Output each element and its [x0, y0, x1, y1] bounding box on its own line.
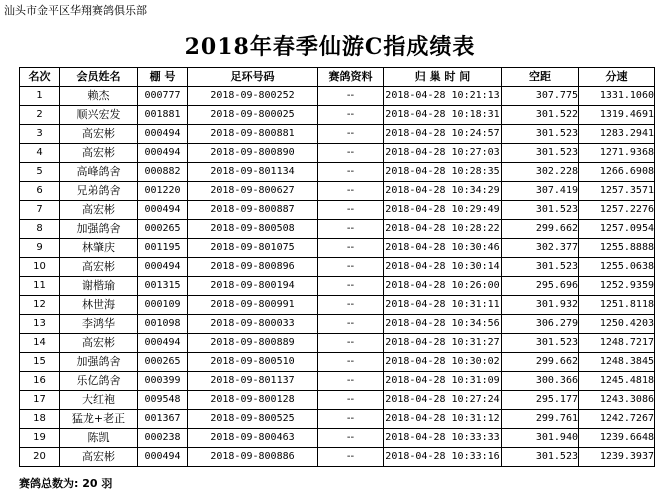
- rank-cell: 15: [20, 353, 60, 372]
- pigeon-info-cell: --: [318, 163, 384, 182]
- distance-cell: 299.761: [502, 410, 579, 429]
- ring-number-cell: 2018-09-800033: [188, 315, 318, 334]
- speed-cell: 1283.2941: [579, 125, 655, 144]
- member-name-cell: 李鸿华: [60, 315, 138, 334]
- table-row: [20, 87, 655, 106]
- arrival-time-cell: 2018-04-28 10:27:24: [384, 391, 502, 410]
- speed-cell: 1252.9359: [579, 277, 655, 296]
- distance-cell: 301.522: [502, 106, 579, 125]
- speed-cell: 1239.3937: [579, 448, 655, 467]
- loft-number-cell: 000882: [138, 163, 188, 182]
- speed-cell: 1319.4691: [579, 106, 655, 125]
- ring-number-cell: 2018-09-800510: [188, 353, 318, 372]
- pigeon-info-cell: --: [318, 353, 384, 372]
- loft-number-cell: 000494: [138, 125, 188, 144]
- rank-cell: 11: [20, 277, 60, 296]
- member-name-cell: 兄弟鸽舍: [60, 182, 138, 201]
- loft-number-cell: 000494: [138, 144, 188, 163]
- speed-cell: 1255.0638: [579, 258, 655, 277]
- rank-cell: 17: [20, 391, 60, 410]
- pigeon-info-cell: --: [318, 201, 384, 220]
- table-body: [20, 87, 655, 467]
- loft-number-cell: 000494: [138, 258, 188, 277]
- arrival-time-cell: 2018-04-28 10:24:57: [384, 125, 502, 144]
- distance-cell: 307.419: [502, 182, 579, 201]
- rank-cell: 14: [20, 334, 60, 353]
- ring-number-cell: 2018-09-800991: [188, 296, 318, 315]
- loft-number-cell: 001220: [138, 182, 188, 201]
- column-header: 棚 号: [138, 68, 188, 87]
- loft-number-cell: 000494: [138, 448, 188, 467]
- table-row: [20, 220, 655, 239]
- member-name-cell: 乐亿鸽舍: [60, 372, 138, 391]
- distance-cell: 301.523: [502, 125, 579, 144]
- rank-cell: 2: [20, 106, 60, 125]
- pigeon-info-cell: --: [318, 410, 384, 429]
- column-header: 会员姓名: [60, 68, 138, 87]
- arrival-time-cell: 2018-04-28 10:31:12: [384, 410, 502, 429]
- speed-cell: 1248.3845: [579, 353, 655, 372]
- total-count: 赛鸽总数为: 20 羽: [19, 477, 113, 490]
- member-name-cell: 赖杰: [60, 87, 138, 106]
- loft-number-cell: 000109: [138, 296, 188, 315]
- speed-cell: 1239.6648: [579, 429, 655, 448]
- column-header: 归 巢 时 间: [384, 68, 502, 87]
- ring-number-cell: 2018-09-801134: [188, 163, 318, 182]
- speed-cell: 1255.8888: [579, 239, 655, 258]
- member-name-cell: 猛龙+老正: [60, 410, 138, 429]
- table-row: [20, 448, 655, 467]
- arrival-time-cell: 2018-04-28 10:34:56: [384, 315, 502, 334]
- table-row: [20, 182, 655, 201]
- distance-cell: 301.523: [502, 144, 579, 163]
- member-name-cell: 高宏彬: [60, 334, 138, 353]
- arrival-time-cell: 2018-04-28 10:26:00: [384, 277, 502, 296]
- speed-cell: 1251.8118: [579, 296, 655, 315]
- ring-number-cell: 2018-09-800508: [188, 220, 318, 239]
- loft-number-cell: 000238: [138, 429, 188, 448]
- member-name-cell: 高峰鸽舍: [60, 163, 138, 182]
- table-row: [20, 429, 655, 448]
- column-header: 赛鸽资料: [318, 68, 384, 87]
- distance-cell: 301.523: [502, 258, 579, 277]
- loft-number-cell: 000265: [138, 220, 188, 239]
- distance-cell: 306.279: [502, 315, 579, 334]
- arrival-time-cell: 2018-04-28 10:31:27: [384, 334, 502, 353]
- member-name-cell: 林世海: [60, 296, 138, 315]
- pigeon-info-cell: --: [318, 144, 384, 163]
- distance-cell: 295.696: [502, 277, 579, 296]
- ring-number-cell: 2018-09-800890: [188, 144, 318, 163]
- arrival-time-cell: 2018-04-28 10:33:16: [384, 448, 502, 467]
- column-header: 足环号码: [188, 68, 318, 87]
- arrival-time-cell: 2018-04-28 10:34:29: [384, 182, 502, 201]
- member-name-cell: 高宏彬: [60, 125, 138, 144]
- speed-cell: 1248.7217: [579, 334, 655, 353]
- table-header-row: [20, 68, 655, 87]
- rank-cell: 6: [20, 182, 60, 201]
- results-table: [19, 67, 655, 467]
- pigeon-info-cell: --: [318, 334, 384, 353]
- table-row: [20, 106, 655, 125]
- arrival-time-cell: 2018-04-28 10:31:11: [384, 296, 502, 315]
- distance-cell: 299.662: [502, 220, 579, 239]
- pigeon-info-cell: --: [318, 296, 384, 315]
- speed-cell: 1266.6908: [579, 163, 655, 182]
- rank-cell: 7: [20, 201, 60, 220]
- table-row: [20, 334, 655, 353]
- arrival-time-cell: 2018-04-28 10:28:22: [384, 220, 502, 239]
- arrival-time-cell: 2018-04-28 10:21:13: [384, 87, 502, 106]
- distance-cell: 301.932: [502, 296, 579, 315]
- column-header: 空距: [502, 68, 579, 87]
- pigeon-info-cell: --: [318, 391, 384, 410]
- distance-cell: 295.177: [502, 391, 579, 410]
- loft-number-cell: 000399: [138, 372, 188, 391]
- arrival-time-cell: 2018-04-28 10:33:33: [384, 429, 502, 448]
- rank-cell: 16: [20, 372, 60, 391]
- pigeon-info-cell: --: [318, 277, 384, 296]
- ring-number-cell: 2018-09-800252: [188, 87, 318, 106]
- ring-number-cell: 2018-09-800887: [188, 201, 318, 220]
- loft-number-cell: 001098: [138, 315, 188, 334]
- ring-number-cell: 2018-09-800025: [188, 106, 318, 125]
- loft-number-cell: 001195: [138, 239, 188, 258]
- arrival-time-cell: 2018-04-28 10:30:02: [384, 353, 502, 372]
- table-row: [20, 239, 655, 258]
- pigeon-info-cell: --: [318, 429, 384, 448]
- ring-number-cell: 2018-09-800896: [188, 258, 318, 277]
- arrival-time-cell: 2018-04-28 10:31:09: [384, 372, 502, 391]
- rank-cell: 12: [20, 296, 60, 315]
- ring-number-cell: 2018-09-800881: [188, 125, 318, 144]
- ring-number-cell: 2018-09-800889: [188, 334, 318, 353]
- loft-number-cell: 001315: [138, 277, 188, 296]
- pigeon-info-cell: --: [318, 448, 384, 467]
- distance-cell: 301.523: [502, 334, 579, 353]
- rank-cell: 8: [20, 220, 60, 239]
- table-row: [20, 372, 655, 391]
- rank-cell: 13: [20, 315, 60, 334]
- member-name-cell: 陈凯: [60, 429, 138, 448]
- member-name-cell: 加强鸽舍: [60, 353, 138, 372]
- rank-cell: 4: [20, 144, 60, 163]
- table-row: [20, 296, 655, 315]
- member-name-cell: 高宏彬: [60, 201, 138, 220]
- table-row: [20, 163, 655, 182]
- rank-cell: 10: [20, 258, 60, 277]
- rank-cell: 20: [20, 448, 60, 467]
- loft-number-cell: 009548: [138, 391, 188, 410]
- loft-number-cell: 001881: [138, 106, 188, 125]
- pigeon-info-cell: --: [318, 258, 384, 277]
- table-row: [20, 258, 655, 277]
- member-name-cell: 高宏彬: [60, 258, 138, 277]
- pigeon-info-cell: --: [318, 220, 384, 239]
- ring-number-cell: 2018-09-800627: [188, 182, 318, 201]
- table-row: [20, 353, 655, 372]
- pigeon-info-cell: --: [318, 239, 384, 258]
- rank-cell: 3: [20, 125, 60, 144]
- table-row: [20, 201, 655, 220]
- rank-cell: 18: [20, 410, 60, 429]
- column-header: 分速: [579, 68, 655, 87]
- ring-number-cell: 2018-09-800463: [188, 429, 318, 448]
- table-row: [20, 410, 655, 429]
- pigeon-info-cell: --: [318, 182, 384, 201]
- pigeon-info-cell: --: [318, 87, 384, 106]
- rank-cell: 9: [20, 239, 60, 258]
- speed-cell: 1257.3571: [579, 182, 655, 201]
- speed-cell: 1331.1060: [579, 87, 655, 106]
- distance-cell: 307.775: [502, 87, 579, 106]
- arrival-time-cell: 2018-04-28 10:30:14: [384, 258, 502, 277]
- speed-cell: 1243.3086: [579, 391, 655, 410]
- table-row: [20, 315, 655, 334]
- pigeon-info-cell: --: [318, 125, 384, 144]
- ring-number-cell: 2018-09-800128: [188, 391, 318, 410]
- distance-cell: 301.940: [502, 429, 579, 448]
- ring-number-cell: 2018-09-800525: [188, 410, 318, 429]
- member-name-cell: 大红袍: [60, 391, 138, 410]
- loft-number-cell: 001367: [138, 410, 188, 429]
- member-name-cell: 加强鸽舍: [60, 220, 138, 239]
- club-name: 汕头市金平区华翔赛鸽俱乐部: [4, 4, 147, 17]
- distance-cell: 299.662: [502, 353, 579, 372]
- arrival-time-cell: 2018-04-28 10:30:46: [384, 239, 502, 258]
- distance-cell: 300.366: [502, 372, 579, 391]
- ring-number-cell: 2018-09-801137: [188, 372, 318, 391]
- loft-number-cell: 000265: [138, 353, 188, 372]
- member-name-cell: 林肇庆: [60, 239, 138, 258]
- speed-cell: 1271.9368: [579, 144, 655, 163]
- distance-cell: 302.228: [502, 163, 579, 182]
- table-row: [20, 144, 655, 163]
- table-row: [20, 277, 655, 296]
- ring-number-cell: 2018-09-801075: [188, 239, 318, 258]
- speed-cell: 1242.7267: [579, 410, 655, 429]
- arrival-time-cell: 2018-04-28 10:18:31: [384, 106, 502, 125]
- speed-cell: 1257.0954: [579, 220, 655, 239]
- member-name-cell: 高宏彬: [60, 144, 138, 163]
- arrival-time-cell: 2018-04-28 10:29:49: [384, 201, 502, 220]
- speed-cell: 1257.2276: [579, 201, 655, 220]
- report-title: 2018年春季仙游C指成绩表: [184, 34, 476, 60]
- member-name-cell: 谢楷瑜: [60, 277, 138, 296]
- speed-cell: 1250.4203: [579, 315, 655, 334]
- member-name-cell: 高宏彬: [60, 448, 138, 467]
- ring-number-cell: 2018-09-800194: [188, 277, 318, 296]
- distance-cell: 301.523: [502, 201, 579, 220]
- rank-cell: 1: [20, 87, 60, 106]
- member-name-cell: 顺兴宏发: [60, 106, 138, 125]
- loft-number-cell: 000777: [138, 87, 188, 106]
- rank-cell: 19: [20, 429, 60, 448]
- speed-cell: 1245.4818: [579, 372, 655, 391]
- ring-number-cell: 2018-09-800886: [188, 448, 318, 467]
- table-row: [20, 391, 655, 410]
- arrival-time-cell: 2018-04-28 10:27:03: [384, 144, 502, 163]
- pigeon-info-cell: --: [318, 372, 384, 391]
- rank-cell: 5: [20, 163, 60, 182]
- pigeon-info-cell: --: [318, 106, 384, 125]
- loft-number-cell: 000494: [138, 334, 188, 353]
- pigeon-info-cell: --: [318, 315, 384, 334]
- table-row: [20, 125, 655, 144]
- arrival-time-cell: 2018-04-28 10:28:35: [384, 163, 502, 182]
- distance-cell: 301.523: [502, 448, 579, 467]
- column-header: 名次: [20, 68, 60, 87]
- loft-number-cell: 000494: [138, 201, 188, 220]
- distance-cell: 302.377: [502, 239, 579, 258]
